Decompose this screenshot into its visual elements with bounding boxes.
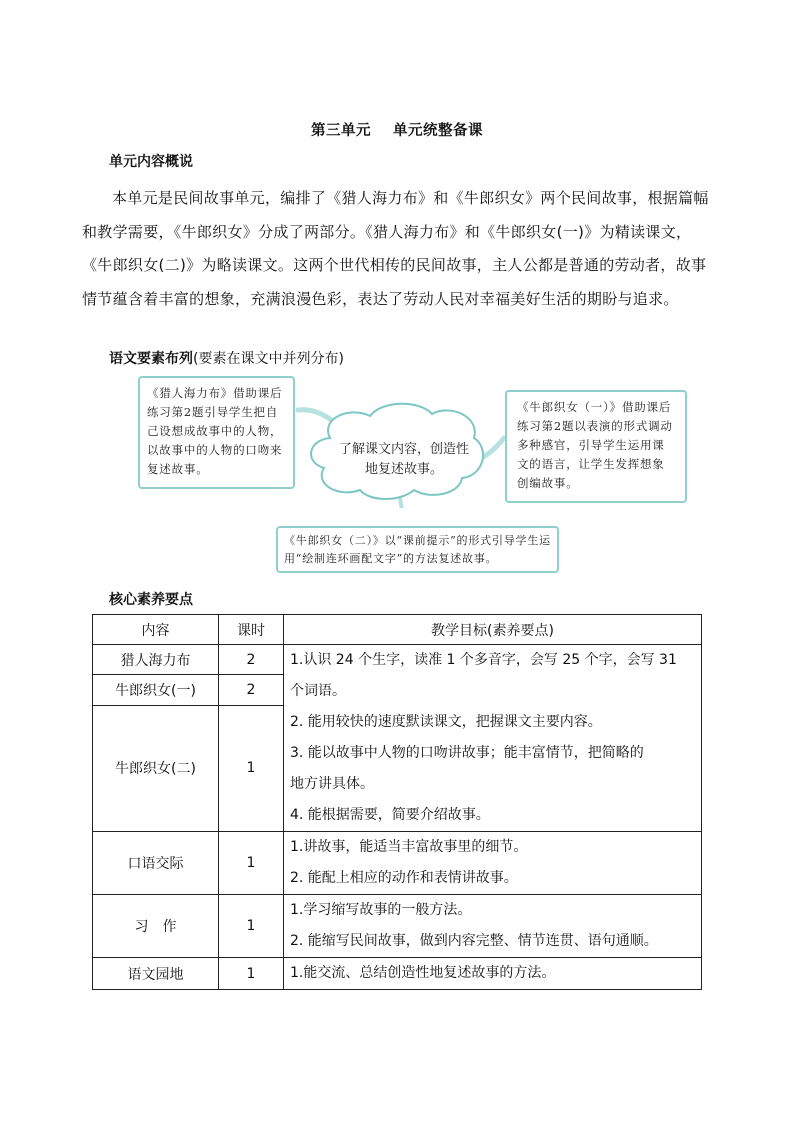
core-goals-table: [92, 614, 702, 990]
goals-cell-oral: [284, 832, 702, 895]
goal-line: 地方讲具体。: [290, 776, 374, 792]
row-hours: 1: [219, 958, 284, 990]
diagram-card-bottom: 《牛郎织女（二）》以“课前提示”的形式引导学生运用“绘制连环画配文字”的方法复述故事。: [276, 526, 559, 573]
row-hours: 1: [219, 832, 284, 895]
goal-line: 2. 能缩写民间故事，做到内容完整、情节连贯、语句通顺。: [290, 933, 658, 949]
overview-paragraph: 本单元是民间故事单元，编排了《猎人海力布》和《牛郎织女》两个民间故事，根据篇幅和教学需要，《牛郎织女》分成了两部分。《猎人海力布》和《牛郎织女(一)》为精读课文，《牛郎织女(二)》为略读课文。这两个世代相传的民间故事，主人公都是普通的劳动者，故事情节蕴含着丰富的想象，充满浪漫色彩，表达了劳动人民对幸福美好生活的期盼与追求。: [82, 189, 709, 308]
goal-line: 1.学习缩写故事的一般方法。: [290, 902, 472, 918]
table-row: [93, 958, 702, 990]
goal-line: 3. 能以故事中人物的口吻讲故事；能丰富情节，把简略的: [290, 745, 644, 761]
header-goals: 教学目标(素养要点): [284, 615, 702, 645]
elements-label: 语文要素布列: [109, 351, 193, 367]
goal-line: 1.认识 24 个生字，读准 1 个多音字，会写 25 个字，会写 31: [290, 652, 677, 668]
elements-note: (要素在课文中并列分布): [193, 351, 344, 367]
row-content: 牛郎织女(二): [93, 705, 219, 831]
table-row: [93, 832, 702, 895]
goals-cell-writing: [284, 895, 702, 958]
table-row: [93, 645, 702, 675]
section-heading-core: 核心素养要点: [109, 592, 193, 608]
diagram-card-right: 《牛郎织女（一）》借助课后练习第2题以表演的形式调动多种感官，引导学生运用课文的语言，让学生发挥想象创编故事。: [505, 390, 687, 503]
goal-line: 4. 能根据需要，简要介绍故事。: [290, 807, 490, 823]
row-content: 猎人海力布: [93, 645, 219, 675]
title-unit: 第三单元: [311, 123, 371, 139]
section-heading-overview: 单元内容概说: [109, 154, 193, 170]
row-content: 习 作: [93, 895, 219, 958]
goals-cell-garden: [284, 958, 702, 990]
goal-line: 2. 能用较快的速度默读课文，把握课文主要内容。: [290, 714, 602, 730]
row-hours: 1: [219, 705, 284, 831]
diagram-card-left: 《猎人海力布》借助课后练习第2题引导学生把自己设想成故事中的人物，以故事中的人物的口吻来复述故事。: [138, 376, 295, 489]
title-subject: 单元统整备课: [393, 123, 483, 139]
row-content: 口语交际: [93, 832, 219, 895]
header-hours: 课时: [219, 615, 284, 645]
page-title: [0, 119, 794, 140]
row-content: 牛郎织女(一): [93, 675, 219, 705]
goal-line: 1.能交流、总结创造性地复述故事的方法。: [290, 965, 556, 981]
section-heading-elements: [109, 348, 344, 368]
connector-bottom: [400, 498, 402, 508]
table-header-row: [93, 615, 702, 645]
goal-line: 2. 能配上相应的动作和表情讲故事。: [290, 870, 518, 886]
row-content: 语文园地: [93, 958, 219, 990]
table-row: [93, 895, 702, 958]
cloud-center-text: 了解课文内容，创造性地复述故事。: [338, 442, 469, 477]
header-content: 内容: [93, 615, 219, 645]
goals-cell-reading: [284, 645, 702, 832]
row-hours: 2: [219, 675, 284, 705]
goal-line: 1.讲故事，能适当丰富故事里的细节。: [290, 839, 528, 855]
row-hours: 1: [219, 895, 284, 958]
row-hours: 2: [219, 645, 284, 675]
goal-line: 个词语。: [290, 683, 346, 699]
